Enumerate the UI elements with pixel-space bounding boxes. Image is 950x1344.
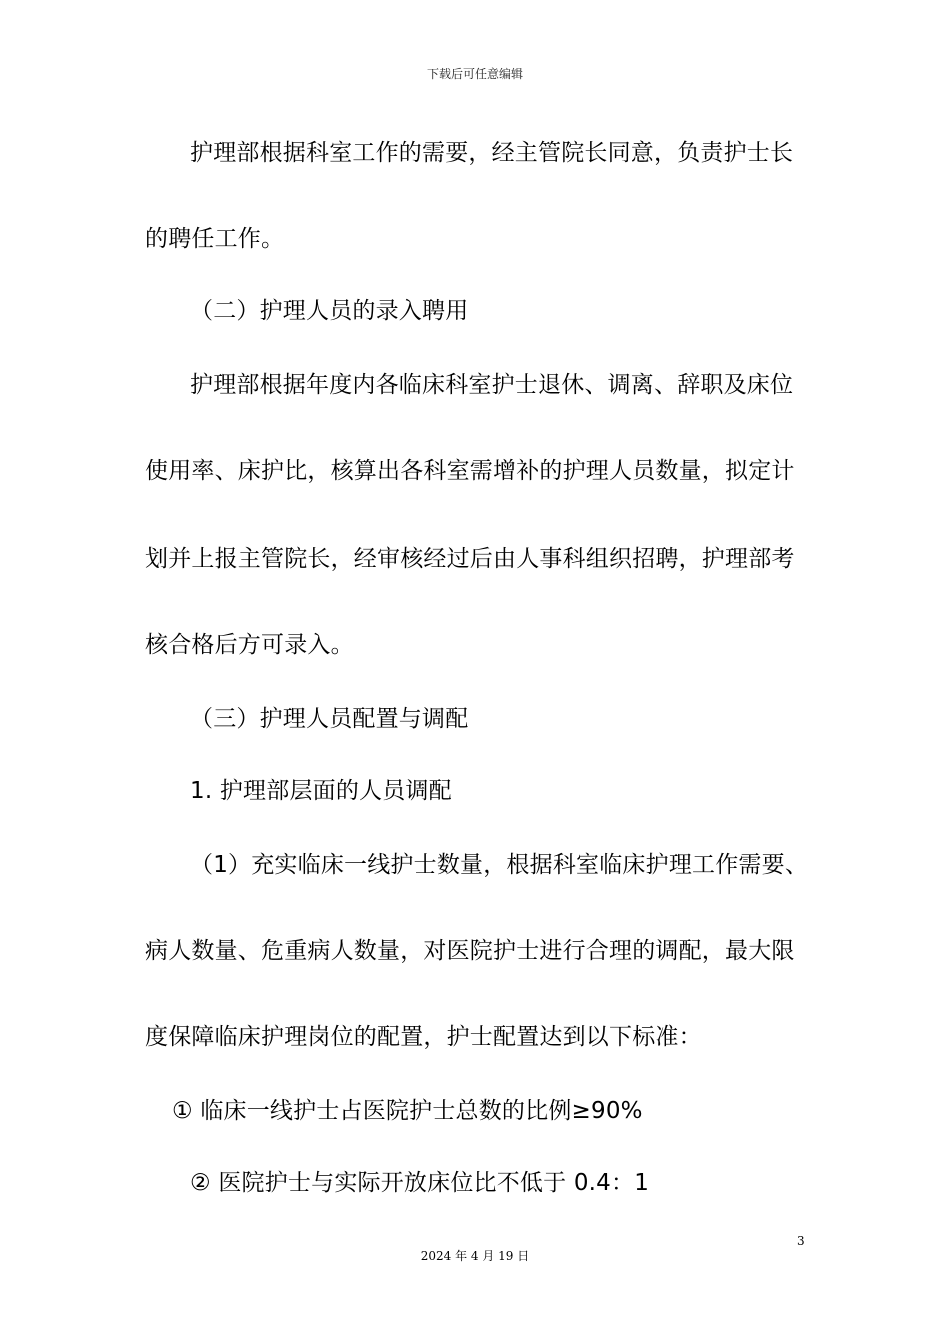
body-line-5: 划并上报主管院长，经审核经过后由人事科组织招聘，护理部考 <box>145 546 795 572</box>
subsection-heading-1: 1. 护理部层面的人员调配 <box>190 778 452 804</box>
body-line-9: 度保障临床护理岗位的配置，护士配置达到以下标准： <box>145 1024 702 1050</box>
body-line-4: 使用率、床护比，核算出各科室需增补的护理人员数量，拟定计 <box>145 458 795 484</box>
section-heading-3: （三）护理人员配置与调配 <box>190 706 469 732</box>
body-line-8: 病人数量、危重病人数量，对医院护士进行合理的调配，最大限 <box>145 938 795 964</box>
page-number: 3 <box>797 1234 805 1248</box>
section-heading-2: （二）护理人员的录入聘用 <box>190 298 469 324</box>
footer-date: 2024 年 4 月 19 日 <box>420 1249 530 1263</box>
body-line-2: 的聘任工作。 <box>145 226 285 252</box>
standard-item-2: ② 医院护士与实际开放床位比不低于 0.4：1 <box>190 1170 650 1196</box>
body-line-6: 核合格后方可录入。 <box>145 632 354 658</box>
page-header: 下载后可任意编辑 <box>426 67 523 81</box>
body-line-1: 护理部根据科室工作的需要，经主管院长同意，负责护士长 <box>190 140 794 166</box>
body-line-7: （1）充实临床一线护士数量，根据科室临床护理工作需要、 <box>190 852 809 878</box>
standard-item-1: ① 临床一线护士占医院护士总数的比例≥90% <box>172 1098 643 1124</box>
body-line-3: 护理部根据年度内各临床科室护士退休、调离、辞职及床位 <box>190 372 794 398</box>
